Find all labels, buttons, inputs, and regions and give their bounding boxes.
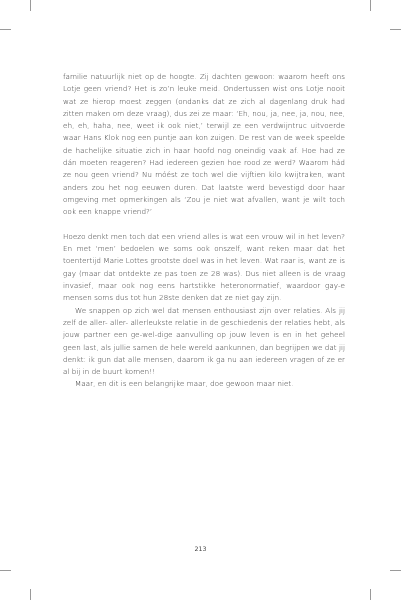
body-text: [63, 71, 345, 391]
paragraph-3: We snappen op zich wel dat mensen enthousiast zijn over relaties. Als jij zelf de aller- aller- allerleukste relatie in de geschiedenis der relaties hebt, als jouw partner een ge-wel-dige aanvulling op jouw leven is en in het geheel geen last, als jullie samen de hele wereld aankunnen, dan begrijpen we dat jij denkt: ik gun dat alle mensen, daarom ik ga nu aan iedereen vragen of ze er al bij in de buurt komen!!: [63, 305, 345, 377]
crop-mark-top-right-h: [390, 29, 401, 30]
crop-mark-top-left-h: [0, 29, 11, 30]
paragraph-1: familie natuurlijk niet op de hoogte. Zij dachten gewoon: waarom heeft ons Lotje geen vriend? Het is zo’n leuke meid. Ondertussen wist ons Lotje nooit wat ze hierop moest zeggen (ondanks dat ze zich al dagenlang druk had zitten maken om deze vraag), dus zei ze maar: ‘Eh, nou, ja, nee, ja, nou, nee, eh, eh, haha, nee, weet ik ook niet,’ terwijl ze een verdwijntruc uitvoerde waar Hans Klok nog een puntje aan kon zuigen. De rest van de week speelde de hachelijke situatie zich in haar hoofd nog oneindig vaak af. Hoe had ze dán moeten reageren? Had iedereen gezien hoe rood ze werd? Waarom hád ze nou geen vriend? Nu móést ze toch wel die vijftien kilo kwijtraken, want anders zou het nog eeuwen duren. Dat laatste werd bevestigd door haar omgeving met opmerkingen als ‘Zou je niet wat afvallen, want je wilt toch ook een knappe vriend?’: [63, 72, 345, 217]
crop-mark-top-right: [370, 0, 371, 11]
crop-mark-top-left: [30, 0, 31, 11]
crop-mark-bottom-left-h: [0, 570, 11, 571]
paragraph-4: Maar, en dit is een belangrijke maar, doe gewoon maar niet.: [75, 379, 294, 389]
crop-mark-bottom-right-h: [390, 570, 401, 571]
paragraph-2: Hoezo denkt men toch dat een vriend alles is wat een vrouw wil in het leven? En met ‘men’ bedoelen we soms ook onszelf, want reken maar dat het toentertijd Marie Lottes grootste doel was in het leven. Wat raar is, want ze is gay (maar dat ontdekte ze pas toen ze 28 was). Dus niet alleen is de vraag invasief, maar ook nog eens hartstikke heteronormatief, waardoor gay-e mensen soms dus tot hun 28ste denken dat ze niet gay zijn.: [63, 231, 345, 303]
crop-mark-bottom-left: [30, 589, 31, 600]
crop-mark-bottom-right: [370, 589, 371, 600]
page-number: 213: [194, 546, 207, 553]
